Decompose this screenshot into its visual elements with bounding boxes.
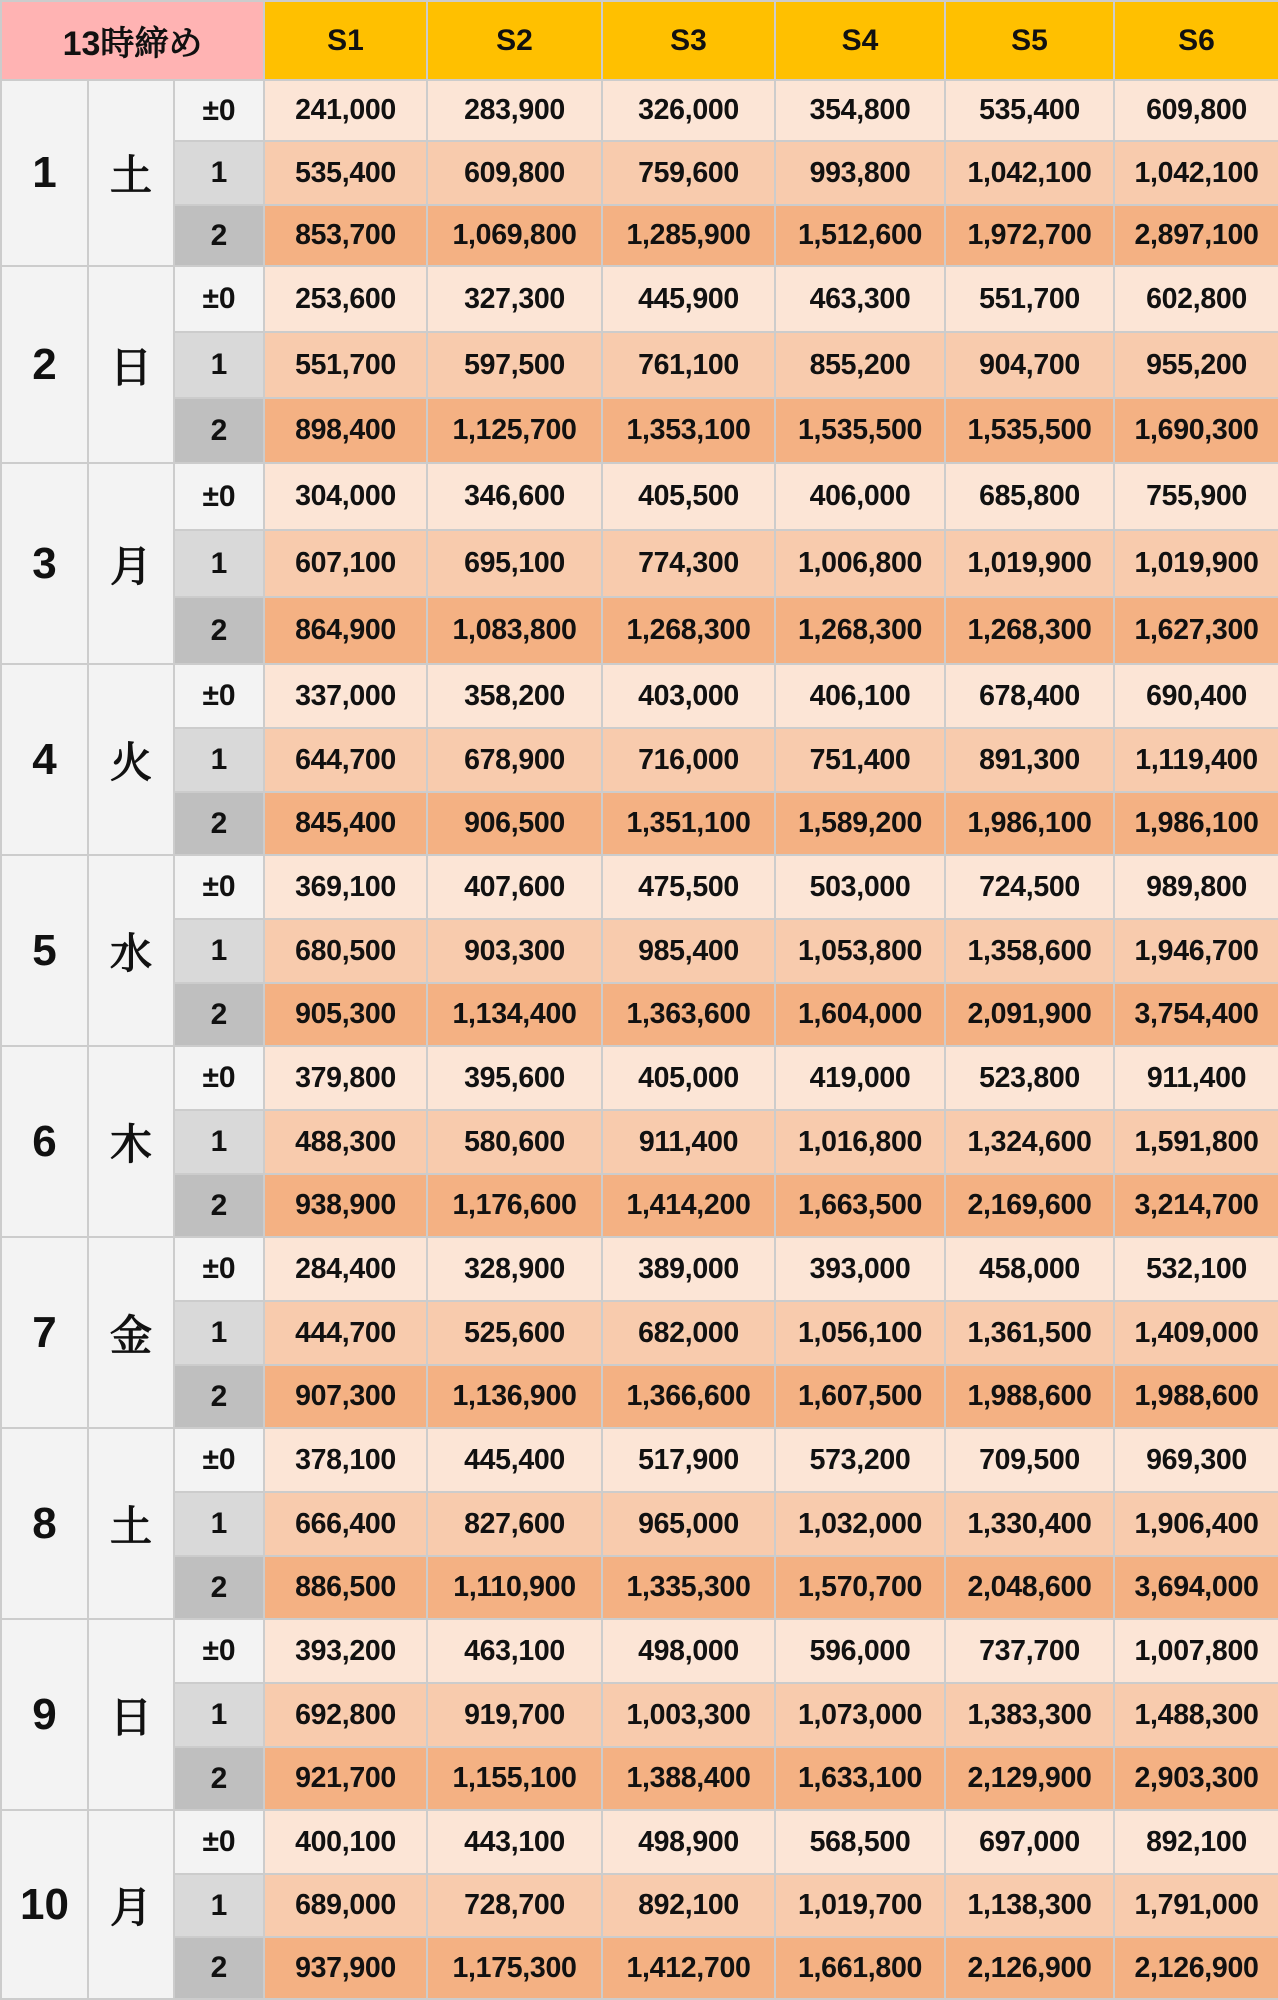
value-cell-s6: 969,300 [1114,1428,1278,1492]
level-label: ±0 [174,1237,264,1301]
value-cell-s1: 886,500 [264,1556,427,1619]
value-cell-s2: 407,600 [427,855,602,919]
value-cell-s4: 855,200 [775,332,945,398]
weekday-label: 月 [88,1810,174,1999]
value-cell-s5: 1,535,500 [945,398,1114,463]
value-cell-s1: 241,000 [264,80,427,141]
level-label: 1 [174,332,264,398]
day-number: 2 [1,266,88,463]
value-cell-s5: 551,700 [945,266,1114,332]
value-cell-s4: 751,400 [775,728,945,792]
table-row [1,664,1278,728]
value-cell-s6: 1,591,800 [1114,1110,1278,1174]
table-row [1,1810,1278,1874]
level-label: ±0 [174,1046,264,1110]
value-cell-s3: 445,900 [602,266,775,332]
value-cell-s1: 853,700 [264,205,427,266]
value-cell-s6: 690,400 [1114,664,1278,728]
value-cell-s6: 1,791,000 [1114,1874,1278,1937]
value-cell-s4: 1,570,700 [775,1556,945,1619]
value-cell-s4: 1,016,800 [775,1110,945,1174]
level-label: 2 [174,983,264,1046]
value-cell-s2: 358,200 [427,664,602,728]
value-cell-s4: 1,056,100 [775,1301,945,1365]
value-cell-s6: 532,100 [1114,1237,1278,1301]
value-cell-s6: 755,900 [1114,463,1278,530]
value-cell-s4: 393,000 [775,1237,945,1301]
value-cell-s5: 1,986,100 [945,792,1114,855]
value-cell-s4: 1,019,700 [775,1874,945,1937]
value-cell-s3: 892,100 [602,1874,775,1937]
value-cell-s4: 406,100 [775,664,945,728]
value-cell-s3: 1,412,700 [602,1937,775,1999]
value-cell-s6: 602,800 [1114,266,1278,332]
value-cell-s6: 892,100 [1114,1810,1278,1874]
table-row [1,1492,1278,1556]
table-row [1,1874,1278,1937]
value-cell-s3: 759,600 [602,141,775,205]
value-cell-s3: 389,000 [602,1237,775,1301]
value-cell-s2: 597,500 [427,332,602,398]
level-label: ±0 [174,266,264,332]
value-cell-s5: 523,800 [945,1046,1114,1110]
value-cell-s4: 573,200 [775,1428,945,1492]
column-header-s3: S3 [602,1,775,80]
value-cell-s3: 403,000 [602,664,775,728]
value-cell-s2: 919,700 [427,1683,602,1747]
level-label: 2 [174,1174,264,1237]
header-row [1,1,1278,80]
value-cell-s4: 1,268,300 [775,597,945,664]
value-cell-s2: 1,125,700 [427,398,602,463]
value-cell-s1: 937,900 [264,1937,427,1999]
value-cell-s3: 326,000 [602,80,775,141]
value-cell-s5: 458,000 [945,1237,1114,1301]
value-cell-s1: 400,100 [264,1810,427,1874]
level-label: ±0 [174,1619,264,1683]
value-cell-s3: 1,285,900 [602,205,775,266]
value-cell-s2: 1,175,300 [427,1937,602,1999]
value-cell-s3: 1,003,300 [602,1683,775,1747]
table-row [1,1237,1278,1301]
level-label: ±0 [174,80,264,141]
value-cell-s3: 682,000 [602,1301,775,1365]
value-cell-s1: 253,600 [264,266,427,332]
table-row [1,1046,1278,1110]
table-row [1,1428,1278,1492]
value-cell-s6: 955,200 [1114,332,1278,398]
value-cell-s4: 1,032,000 [775,1492,945,1556]
weekday-label: 木 [88,1046,174,1237]
value-cell-s5: 1,324,600 [945,1110,1114,1174]
value-cell-s1: 551,700 [264,332,427,398]
value-cell-s3: 498,900 [602,1810,775,1874]
value-cell-s2: 906,500 [427,792,602,855]
value-cell-s1: 535,400 [264,141,427,205]
column-header-s5: S5 [945,1,1114,80]
value-cell-s4: 993,800 [775,141,945,205]
value-cell-s5: 737,700 [945,1619,1114,1683]
value-cell-s1: 864,900 [264,597,427,664]
value-cell-s1: 284,400 [264,1237,427,1301]
value-cell-s6: 1,409,000 [1114,1301,1278,1365]
table-row [1,1556,1278,1619]
value-cell-s2: 1,134,400 [427,983,602,1046]
level-label: 1 [174,1110,264,1174]
day-number: 4 [1,664,88,855]
value-cell-s4: 463,300 [775,266,945,332]
value-cell-s6: 1,946,700 [1114,919,1278,983]
day-number: 10 [1,1810,88,1999]
value-cell-s3: 1,366,600 [602,1365,775,1428]
value-cell-s6: 1,690,300 [1114,398,1278,463]
day-number: 1 [1,80,88,266]
value-cell-s4: 406,000 [775,463,945,530]
level-label: ±0 [174,855,264,919]
value-cell-s2: 728,700 [427,1874,602,1937]
value-cell-s4: 354,800 [775,80,945,141]
value-cell-s2: 678,900 [427,728,602,792]
table-row [1,205,1278,266]
value-cell-s5: 1,268,300 [945,597,1114,664]
value-cell-s6: 989,800 [1114,855,1278,919]
level-label: 2 [174,1556,264,1619]
value-cell-s1: 304,000 [264,463,427,530]
value-cell-s5: 2,169,600 [945,1174,1114,1237]
table-row [1,597,1278,664]
value-cell-s2: 1,069,800 [427,205,602,266]
value-cell-s6: 1,007,800 [1114,1619,1278,1683]
value-cell-s1: 692,800 [264,1683,427,1747]
table-title: 13時締め [1,1,264,80]
value-cell-s5: 2,091,900 [945,983,1114,1046]
value-cell-s2: 1,136,900 [427,1365,602,1428]
weekday-label: 土 [88,1428,174,1619]
table-row [1,530,1278,597]
value-cell-s3: 1,353,100 [602,398,775,463]
table-body [1,80,1278,1999]
value-cell-s1: 337,000 [264,664,427,728]
value-cell-s1: 905,300 [264,983,427,1046]
weekday-label: 水 [88,855,174,1046]
value-cell-s5: 2,129,900 [945,1747,1114,1810]
value-cell-s1: 644,700 [264,728,427,792]
value-cell-s3: 1,268,300 [602,597,775,664]
level-label: 2 [174,1365,264,1428]
value-cell-s5: 2,126,900 [945,1937,1114,1999]
value-cell-s2: 695,100 [427,530,602,597]
value-cell-s1: 379,800 [264,1046,427,1110]
value-cell-s5: 904,700 [945,332,1114,398]
value-cell-s4: 419,000 [775,1046,945,1110]
value-cell-s5: 1,361,500 [945,1301,1114,1365]
value-cell-s6: 1,119,400 [1114,728,1278,792]
value-cell-s5: 1,330,400 [945,1492,1114,1556]
level-label: 2 [174,1747,264,1810]
value-cell-s2: 609,800 [427,141,602,205]
value-cell-s1: 845,400 [264,792,427,855]
value-cell-s2: 580,600 [427,1110,602,1174]
value-cell-s3: 1,414,200 [602,1174,775,1237]
value-cell-s2: 1,176,600 [427,1174,602,1237]
weekday-label: 月 [88,463,174,664]
table-row [1,919,1278,983]
value-cell-s6: 3,694,000 [1114,1556,1278,1619]
value-cell-s6: 911,400 [1114,1046,1278,1110]
value-cell-s3: 716,000 [602,728,775,792]
table-row [1,1365,1278,1428]
value-cell-s2: 283,900 [427,80,602,141]
value-cell-s6: 2,126,900 [1114,1937,1278,1999]
level-label: ±0 [174,1428,264,1492]
table-row [1,1747,1278,1810]
level-label: 1 [174,919,264,983]
value-cell-s6: 1,042,100 [1114,141,1278,205]
value-cell-s4: 1,589,200 [775,792,945,855]
value-cell-s1: 907,300 [264,1365,427,1428]
value-cell-s3: 405,000 [602,1046,775,1110]
weekday-label: 日 [88,1619,174,1810]
value-cell-s2: 1,083,800 [427,597,602,664]
level-label: 2 [174,597,264,664]
value-cell-s2: 463,100 [427,1619,602,1683]
table-row [1,792,1278,855]
weekday-label: 金 [88,1237,174,1428]
value-cell-s6: 2,897,100 [1114,205,1278,266]
table-row [1,855,1278,919]
day-number: 9 [1,1619,88,1810]
value-cell-s5: 697,000 [945,1810,1114,1874]
value-cell-s3: 405,500 [602,463,775,530]
value-cell-s2: 525,600 [427,1301,602,1365]
value-cell-s5: 1,019,900 [945,530,1114,597]
value-cell-s5: 709,500 [945,1428,1114,1492]
value-cell-s6: 1,627,300 [1114,597,1278,664]
value-cell-s4: 596,000 [775,1619,945,1683]
value-cell-s5: 685,800 [945,463,1114,530]
table-row [1,1683,1278,1747]
value-cell-s1: 607,100 [264,530,427,597]
value-cell-s3: 475,500 [602,855,775,919]
column-header-s2: S2 [427,1,602,80]
day-number: 6 [1,1046,88,1237]
value-cell-s4: 1,073,000 [775,1683,945,1747]
value-cell-s4: 1,512,600 [775,205,945,266]
level-label: ±0 [174,1810,264,1874]
level-label: 2 [174,1937,264,1999]
table-row [1,398,1278,463]
value-cell-s1: 938,900 [264,1174,427,1237]
value-cell-s4: 1,607,500 [775,1365,945,1428]
level-label: 1 [174,1874,264,1937]
level-label: 1 [174,141,264,205]
table-row [1,80,1278,141]
weekday-label: 火 [88,664,174,855]
value-cell-s1: 393,200 [264,1619,427,1683]
value-cell-s3: 911,400 [602,1110,775,1174]
value-cell-s1: 444,700 [264,1301,427,1365]
value-cell-s4: 503,000 [775,855,945,919]
value-cell-s6: 1,988,600 [1114,1365,1278,1428]
column-header-s6: S6 [1114,1,1278,80]
value-cell-s4: 1,633,100 [775,1747,945,1810]
value-cell-s3: 1,351,100 [602,792,775,855]
level-label: 1 [174,530,264,597]
value-cell-s5: 1,138,300 [945,1874,1114,1937]
value-cell-s2: 395,600 [427,1046,602,1110]
value-cell-s5: 1,972,700 [945,205,1114,266]
table-row [1,463,1278,530]
value-cell-s5: 535,400 [945,80,1114,141]
value-cell-s6: 1,488,300 [1114,1683,1278,1747]
value-cell-s3: 965,000 [602,1492,775,1556]
day-number: 5 [1,855,88,1046]
value-cell-s1: 666,400 [264,1492,427,1556]
value-cell-s5: 1,042,100 [945,141,1114,205]
value-cell-s1: 378,100 [264,1428,427,1492]
value-cell-s5: 2,048,600 [945,1556,1114,1619]
table-row [1,1937,1278,1999]
value-cell-s6: 3,754,400 [1114,983,1278,1046]
day-number: 3 [1,463,88,664]
table-row [1,1619,1278,1683]
value-cell-s5: 891,300 [945,728,1114,792]
column-header-s1: S1 [264,1,427,80]
value-cell-s2: 445,400 [427,1428,602,1492]
value-cell-s4: 1,604,000 [775,983,945,1046]
value-cell-s2: 346,600 [427,463,602,530]
value-cell-s2: 827,600 [427,1492,602,1556]
value-cell-s3: 774,300 [602,530,775,597]
weekday-label: 日 [88,266,174,463]
value-cell-s5: 1,383,300 [945,1683,1114,1747]
value-cell-s4: 1,663,500 [775,1174,945,1237]
level-label: 2 [174,792,264,855]
value-cell-s2: 903,300 [427,919,602,983]
value-cell-s6: 1,986,100 [1114,792,1278,855]
value-cell-s2: 443,100 [427,1810,602,1874]
table-row [1,266,1278,332]
value-cell-s1: 921,700 [264,1747,427,1810]
value-cell-s3: 517,900 [602,1428,775,1492]
table-row [1,1174,1278,1237]
value-cell-s1: 369,100 [264,855,427,919]
table-row [1,141,1278,205]
level-label: 2 [174,398,264,463]
level-label: ±0 [174,463,264,530]
table-row [1,1301,1278,1365]
value-cell-s1: 689,000 [264,1874,427,1937]
value-cell-s6: 609,800 [1114,80,1278,141]
value-cell-s2: 1,110,900 [427,1556,602,1619]
level-label: 1 [174,1301,264,1365]
value-cell-s2: 328,900 [427,1237,602,1301]
value-cell-s6: 1,906,400 [1114,1492,1278,1556]
value-cell-s1: 680,500 [264,919,427,983]
value-cell-s6: 2,903,300 [1114,1747,1278,1810]
weekday-label: 土 [88,80,174,266]
value-cell-s6: 3,214,700 [1114,1174,1278,1237]
value-cell-s3: 985,400 [602,919,775,983]
level-label: 2 [174,205,264,266]
value-cell-s5: 1,988,600 [945,1365,1114,1428]
table-row [1,728,1278,792]
level-label: 1 [174,1683,264,1747]
value-cell-s3: 761,100 [602,332,775,398]
level-label: 1 [174,728,264,792]
value-cell-s5: 724,500 [945,855,1114,919]
table-row [1,332,1278,398]
value-cell-s5: 678,400 [945,664,1114,728]
value-cell-s3: 1,335,300 [602,1556,775,1619]
level-label: 1 [174,1492,264,1556]
value-cell-s6: 1,019,900 [1114,530,1278,597]
column-header-s4: S4 [775,1,945,80]
value-cell-s2: 327,300 [427,266,602,332]
value-cell-s1: 488,300 [264,1110,427,1174]
table-row [1,1110,1278,1174]
day-number: 7 [1,1237,88,1428]
value-cell-s4: 1,661,800 [775,1937,945,1999]
value-cell-s4: 568,500 [775,1810,945,1874]
value-cell-s2: 1,155,100 [427,1747,602,1810]
value-cell-s4: 1,006,800 [775,530,945,597]
value-cell-s4: 1,535,500 [775,398,945,463]
level-label: ±0 [174,664,264,728]
value-cell-s3: 1,363,600 [602,983,775,1046]
value-cell-s4: 1,053,800 [775,919,945,983]
day-number: 8 [1,1428,88,1619]
value-cell-s1: 898,400 [264,398,427,463]
table-row [1,983,1278,1046]
value-cell-s3: 1,388,400 [602,1747,775,1810]
value-cell-s3: 498,000 [602,1619,775,1683]
value-cell-s5: 1,358,600 [945,919,1114,983]
